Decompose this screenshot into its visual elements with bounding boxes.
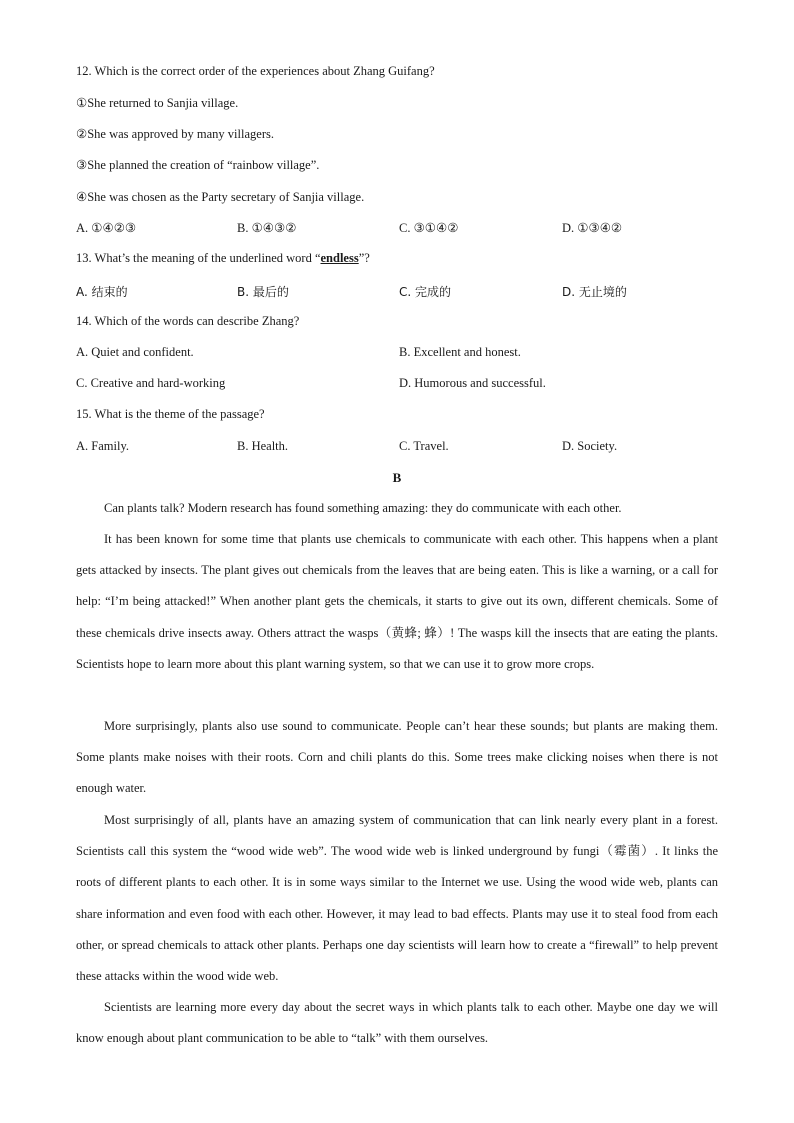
q14-options-row-2 (76, 376, 726, 394)
q12-option-a: A. ①④②③ (76, 221, 137, 235)
paragraph-1: Can plants talk? Modern research has found something amazing: they do communicate with each other. (104, 501, 622, 515)
q15-option-d: D. Society. (562, 439, 618, 453)
q13-option-c: C. 完成的 (399, 285, 452, 299)
q13-option-a: A. 结束的 (76, 285, 128, 299)
q12-option-c: C. ③①④② (399, 221, 459, 235)
paragraph-2: It has been known for some time that plants use chemicals to communicate with each other. This happens when a plant gets attacked by insects. The plant gives out chemicals from the leaves that are being eaten. This is like a warning, or a call for help: “I’m being attacked!” When another plant gets the chemicals, it starts to give out its own, different chemicals. Some of these chemicals drive insects away. Others attract the wasps（黄蜂; 蜂）! The wasps kill the insects that are eating the plants. Scientists hope to learn more about this plant warning system, so that we can use it to grow more crops. (76, 532, 718, 671)
q14-option-c: C. Creative and hard-working (76, 376, 226, 390)
q12-item-2: ②She was approved by many villagers. (76, 127, 274, 141)
q15-options (76, 439, 726, 457)
q13-option-d: D. 无止境的 (562, 285, 627, 299)
q13-stem (76, 251, 370, 266)
q12-option-d: D. ①③④② (562, 221, 623, 235)
q12-item-3: ③She planned the creation of “rainbow village”. (76, 158, 320, 172)
paragraph-5: Scientists are learning more every day about the secret ways in which plants talk to each other. Maybe one day we will know enough about plant communication to be able to “talk” with them ourselves. (76, 1000, 718, 1046)
q14-option-a: A. Quiet and confident. (76, 345, 194, 359)
paragraph-4: Most surprisingly of all, plants have an amazing system of communication that can link nearly every plant in a forest. Scientists call this system the “wood wide web”. The wood wide web is linked underground by fungi（霉菌）. It links the roots of different plants to each other. It is in some ways similar to the Internet we use. Using the wood wide web, plants can share information and even food with each other. However, it may lead to bad effects. Plants may use it to steal food from each other, or spread chemicals to attack other plants. Perhaps one day scientists will learn how to create a “firewall” to help prevent these attacks within the wood wide web. (76, 813, 718, 984)
q14-options-row-1 (76, 345, 726, 363)
q12-stem: 12. Which is the correct order of the experiences about Zhang Guifang? (76, 64, 435, 78)
q12-options (76, 220, 726, 238)
q12-item-1: ①She returned to Sanjia village. (76, 96, 239, 110)
q13-stem-before: 13. What’s the meaning of the underlined word “ (76, 251, 321, 265)
q12-item-4: ④She was chosen as the Party secretary of Sanjia village. (76, 190, 365, 204)
q15-stem: 15. What is the theme of the passage? (76, 407, 265, 421)
paragraph-3: More surprisingly, plants also use sound to communicate. People can’t hear these sounds; but plants are making them. Some plants make noises with their roots. Corn and chili plants do this. Some trees make clicking noises when there is not enough water. (76, 719, 718, 796)
q13-stem-after: ”? (358, 251, 370, 265)
q15-option-b: B. Health. (237, 439, 289, 453)
q12-option-b: B. ①④③② (237, 221, 297, 235)
q15-option-c: C. Travel. (399, 439, 449, 453)
q13-underlined-word: endless (320, 251, 359, 265)
q15-option-a: A. Family. (76, 439, 130, 453)
q14-option-b: B. Excellent and honest. (399, 345, 521, 359)
q14-option-d: D. Humorous and successful. (399, 376, 546, 390)
section-b-heading: B (392, 470, 402, 485)
q13-options (76, 283, 726, 301)
q14-stem: 14. Which of the words can describe Zhang? (76, 314, 300, 328)
q13-option-b: B. 最后的 (237, 285, 289, 299)
